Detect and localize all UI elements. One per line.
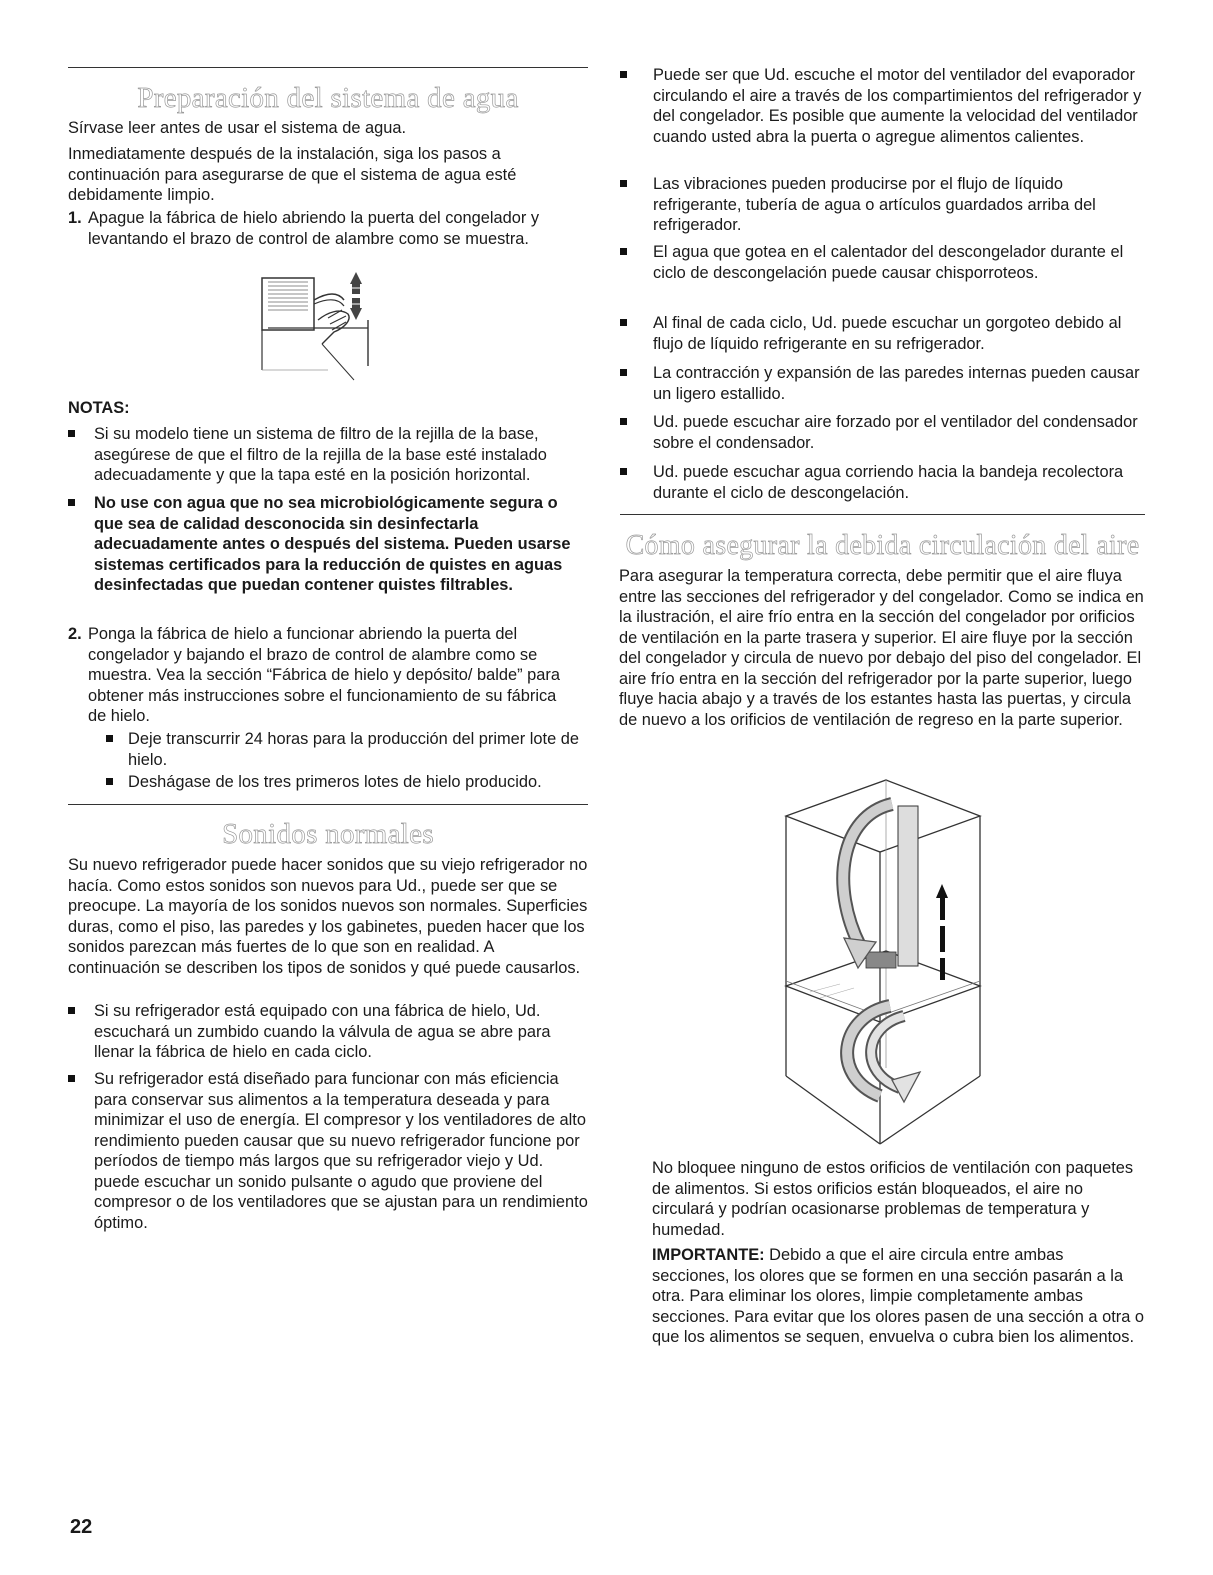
bullet-icon bbox=[68, 430, 75, 437]
bullet-icon bbox=[68, 499, 75, 506]
sound-item-text: Puede ser que Ud. escuche el motor del ventilador del evaporador circulando el aire a través de los compartimientos del refrigerador y del congelador. Es posible que aumente la velocidad del ventilador cuando usted abra la puerta o agregue alimentos calientes. bbox=[653, 66, 1142, 146]
water-section-title: Preparación del sistema de agua bbox=[137, 82, 519, 114]
section-rule bbox=[68, 67, 588, 68]
note-1-text: Si su modelo tiene un sistema de filtro de la rejilla de la base, asegúrese de que el filtro de la rejilla de la base esté instalado adecuadamente y que la tapa esté en la posición horizontal. bbox=[94, 425, 547, 484]
sound-item-text: Ud. puede escuchar aire forzado por el ventilador del condensador sobre el condensador. bbox=[653, 413, 1138, 452]
step-1 bbox=[68, 208, 588, 249]
sound-item bbox=[620, 242, 1145, 283]
bullet-icon bbox=[620, 418, 627, 425]
sound-item-text: El agua que gotea en el calentador del descongelador durante el ciclo de descongelación puede causar chisporroteos. bbox=[653, 243, 1124, 282]
sub-item-2-text: Deshágase de los tres primeros lotes de hielo producido. bbox=[128, 773, 542, 791]
bullet-icon bbox=[106, 735, 113, 742]
sound-item bbox=[620, 363, 1145, 404]
bullet-icon bbox=[620, 369, 627, 376]
bullet-icon bbox=[620, 248, 627, 255]
sound-item-text: Si su refrigerador está equipado con una fábrica de hielo, Ud. escuchará un zumbido cuando la válvula de agua se abre para llenar la fábrica de hielo en cada ciclo. bbox=[94, 1002, 551, 1061]
sub-item-1-text: Deje transcurrir 24 horas para la producción del primer lote de hielo. bbox=[128, 730, 579, 769]
air-paragraph-2: No bloquee ninguno de estos orificios de ventilación con paquetes de alimentos. Si estos orificios están bloqueados, el aire no circulará y podrían ocasionarse problemas de temperatura y humedad. bbox=[652, 1159, 1134, 1239]
note-1 bbox=[68, 424, 588, 486]
sub-item-2 bbox=[106, 772, 588, 793]
sound-item-text: Las vibraciones pueden producirse por el flujo de líquido refrigerante, tubería de agua o artículos guardados arriba del refrigerador. bbox=[653, 175, 1096, 234]
step-1-text: Apague la fábrica de hielo abriendo la puerta del congelador y levantando el brazo de control de alambre como se muestra. bbox=[88, 209, 540, 248]
important-label: IMPORTANTE: bbox=[652, 1246, 765, 1264]
sound-item-text: Al final de cada ciclo, Ud. puede escuchar un gorgoteo debido al flujo de líquido refrigerante en su refrigerador. bbox=[653, 314, 1122, 353]
sound-item bbox=[620, 65, 1145, 147]
air-paragraph-1: Para asegurar la temperatura correcta, debe permitir que el aire fluya entre las secciones del refrigerador y del congelador. Como se indica en la ilustración, el aire frío entra en la sección del congelador por orificios de ventilación en la parte trasera y superior. El aire fluye por la sección del congelador y circula de nuevo por debajo del piso del congelador. El aire frío entra en la sección del refrigerador por la parte superior, luego fluye hacia abajo y a través de los estantes hasta las puertas, y circula de nuevo a los orificios de ventilación de regreso en la parte superior. bbox=[619, 567, 1144, 729]
bullet-icon bbox=[620, 180, 627, 187]
sound-item bbox=[620, 174, 1145, 236]
step-1-number: 1. bbox=[68, 209, 82, 227]
airflow-illustration bbox=[780, 776, 990, 1148]
bullet-icon bbox=[68, 1007, 75, 1014]
sound-item-text: La contracción y expansión de las paredes internas pueden causar un ligero estallido. bbox=[653, 364, 1140, 403]
sound-item-text: Ud. puede escuchar agua corriendo hacia la bandeja recolectora durante el ciclo de descongelación. bbox=[653, 463, 1124, 502]
step-2 bbox=[68, 624, 578, 727]
air-section-title: Cómo asegurar la debida circulación del aire bbox=[625, 530, 1140, 561]
page-number: 22 bbox=[70, 1516, 93, 1538]
note-2-text: No use con agua que no sea microbiológicamente segura o que sea de calidad desconocida sin desinfectarla adecuadamente antes o después del sistema. Pueden usarse sistemas certificados para la reducción de quistes en aguas desinfectadas que puedan contener quistes filtrables. bbox=[94, 494, 571, 594]
bullet-icon bbox=[620, 319, 627, 326]
bullet-icon bbox=[620, 468, 627, 475]
sound-item bbox=[620, 313, 1145, 354]
sound-item bbox=[68, 1069, 588, 1233]
water-intro-1: Sírvase leer antes de usar el sistema de agua. bbox=[68, 119, 407, 137]
sounds-section-title: Sonidos normales bbox=[222, 818, 434, 850]
sounds-intro: Su nuevo refrigerador puede hacer sonidos que su viejo refrigerador no hacía. Como estos sonidos son nuevos para Ud., puede ser que se preocupe. La mayoría de los sonidos nuevos son normales. Superficies duras, como el piso, las paredes y los gabinetes, pueden hacer que los sonidos parezcan más fuertes de lo que son en realidad. A continuación se describen los tipos de sonidos y qué puede causarlos. bbox=[68, 856, 588, 977]
bullet-icon bbox=[68, 1075, 75, 1082]
sub-item-1 bbox=[106, 729, 588, 770]
step-2-text: Ponga la fábrica de hielo a funcionar abriendo la puerta del congelador y bajando el brazo de control de alambre como se muestra. Vea la sección “Fábrica de hielo y depósito/ balde” para obtener más instrucciones sobre el funcionamiento de su fábrica de hielo. bbox=[88, 625, 560, 725]
notes-title: NOTAS: bbox=[68, 399, 130, 417]
step-2-number: 2. bbox=[68, 625, 82, 643]
sound-item bbox=[620, 412, 1145, 453]
note-2 bbox=[68, 493, 588, 596]
air-important bbox=[652, 1245, 1145, 1348]
section-rule bbox=[68, 804, 588, 805]
sound-item bbox=[68, 1001, 588, 1063]
icemaker-illustration bbox=[258, 270, 406, 388]
section-rule bbox=[620, 514, 1145, 515]
sound-item-text: Su refrigerador está diseñado para funcionar con más eficiencia para conservar sus alimentos a la temperatura deseada y para minimizar el uso de energía. El compresor y los ventiladores de alto rendimiento pueden causar que su nuevo refrigerador funcione por períodos de tiempo más largos que su refrigerador viejo y Ud. puede escuchar un sonido pulsante o agudo que proviene del compresor o de los ventiladores que se ajustan para un rendimiento óptimo. bbox=[94, 1070, 588, 1232]
water-intro-2: Inmediatamente después de la instalación, siga los pasos a continuación para asegurarse de que el sistema de agua esté debidamente limpio. bbox=[68, 145, 517, 204]
important-text: Debido a que el aire circula entre ambas secciones, los olores que se formen en una sección pasarán a la otra. Para eliminar los olores, limpie completamente ambas secciones. Para evitar que los olores pasen de una sección a otra o que los alimentos se sequen, envuelva o cubra bien los alimentos. bbox=[652, 1246, 1145, 1346]
bullet-icon bbox=[106, 778, 113, 785]
bullet-icon bbox=[620, 71, 627, 78]
sound-item bbox=[620, 462, 1145, 503]
